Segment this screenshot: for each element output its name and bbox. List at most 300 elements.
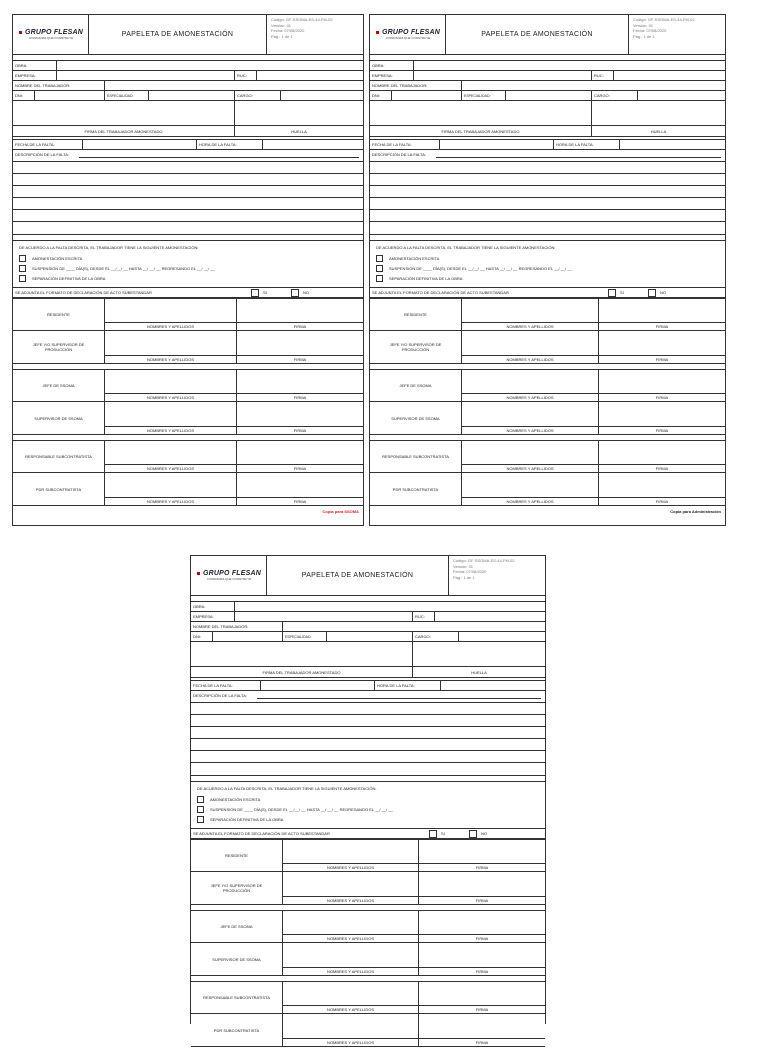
signatory-name-field[interactable] (283, 840, 419, 871)
signatory-name-caption: NOMBRES Y APELLIDOS (105, 393, 236, 401)
dni-field[interactable] (213, 632, 283, 641)
description-line[interactable] (370, 210, 725, 222)
signatory-role: JEFE DE SSOMA (191, 911, 283, 942)
fingerprint-caption: HUELLA (291, 128, 307, 134)
worker-info-section (191, 601, 545, 678)
company-logo (13, 15, 89, 54)
signatory-role: SUPERVISOR DE SSOMA (370, 402, 462, 434)
signatory-signature-field[interactable] (419, 840, 545, 871)
dni-field[interactable] (392, 91, 462, 100)
signatory-signature-caption: FIRMA (419, 934, 545, 942)
brand-tagline: CONFIANZA QUE CONSTRUYE (207, 577, 252, 581)
form-copy-third (190, 555, 546, 1045)
description-line[interactable] (191, 727, 545, 739)
obra-row (191, 602, 545, 612)
checkbox[interactable] (608, 289, 616, 297)
worker-name-field[interactable] (462, 81, 725, 90)
dni-label: DNI: (13, 91, 35, 100)
signatory-name-field[interactable] (283, 911, 419, 942)
signatory-signature-field[interactable] (419, 1014, 545, 1046)
signatory-name-caption: NOMBRES Y APELLIDOS (462, 464, 598, 472)
signatory-role: PDR SUBCONTRATISTA (370, 473, 462, 505)
worker-signature-caption-row (191, 667, 545, 677)
incident-section (370, 139, 725, 235)
incident-date-field[interactable] (261, 681, 375, 690)
incident-section (13, 139, 363, 235)
worker-name-field[interactable] (105, 81, 363, 90)
empresa-label: EMPRESA: (13, 71, 57, 80)
brand-name: GRUPO FLESAN (376, 29, 445, 36)
checkbox[interactable] (19, 265, 26, 272)
signatory-name-field[interactable] (462, 299, 599, 330)
signatory-signature-field[interactable] (599, 402, 725, 434)
signatory-signature-caption: FIRMA (599, 497, 725, 505)
meta-code: Código: GF-SSOMA-ES-44-FM-02 (271, 17, 333, 22)
sanction-option-written[interactable] (376, 253, 719, 263)
signatory-signature-caption: FIRMA (599, 464, 725, 472)
incident-datetime-row (370, 140, 725, 150)
signatory-signature-caption: FIRMA (599, 322, 725, 330)
signature-row (370, 441, 725, 473)
signatory-signature-field[interactable] (237, 441, 363, 472)
signatory-name-caption: NOMBRES Y APELLIDOS (105, 355, 236, 363)
signatory-signature-caption: FIRMA (599, 426, 725, 434)
signatory-name-field[interactable] (283, 943, 419, 975)
checkbox[interactable] (376, 265, 383, 272)
form-copy-ssoma (12, 14, 364, 526)
description-line[interactable] (191, 739, 545, 751)
signature-group (13, 298, 363, 364)
signatory-name-caption: NOMBRES Y APELLIDOS (105, 426, 236, 434)
especialidad-label: ESPECIALIDAD: (462, 91, 506, 100)
especialidad-label: ESPECIALIDAD: (283, 632, 327, 641)
signatory-role: SUPERVISOR DE SSOMA (191, 943, 283, 975)
worker-signature-caption-row (370, 126, 725, 136)
meta-page: Pág.: 1 de 1 (271, 33, 293, 39)
incident-date-label: FECHA DE LA FALTA: (191, 681, 261, 690)
ruc-field[interactable] (614, 71, 725, 80)
incident-description-label: DESCRIPCIÓN DE LA FALTA: (193, 693, 248, 698)
worker-signature-caption-row (13, 126, 363, 136)
signature-row (370, 473, 725, 505)
signatory-signature-field[interactable] (237, 299, 363, 330)
especialidad-field[interactable] (149, 91, 235, 100)
signatory-name-field[interactable] (105, 299, 237, 330)
form-title: PAPELETA DE AMONESTACIÓN (89, 15, 267, 54)
sanction-option-label: AMONESTACIÓN ESCRITA (389, 255, 440, 261)
signatory-signature-field[interactable] (419, 872, 545, 904)
signatory-name-caption: NOMBRES Y APELLIDOS (462, 497, 598, 505)
sanction-intro: DE ACUERDO A LA FALTA DESCRITA, EL TRABAJADOR TIENE LA SIGUIENTE AMONESTACIÓN: (19, 245, 199, 250)
signatory-signature-field[interactable] (419, 943, 545, 975)
signatory-name-field[interactable] (462, 331, 599, 363)
checkbox[interactable] (197, 806, 204, 813)
fingerprint-field[interactable] (413, 642, 545, 666)
signatory-role: RESIDENTE (13, 299, 105, 330)
signature-row (370, 370, 725, 402)
signatory-name-field[interactable] (283, 1014, 419, 1046)
cargo-label: CARGO: (235, 91, 281, 100)
signatory-name-caption: NOMBRES Y APELLIDOS (283, 1038, 418, 1046)
worker-signature-field[interactable] (191, 642, 413, 666)
worker-signature-area (191, 642, 545, 667)
dni-row (370, 91, 725, 101)
signatory-signature-caption: FIRMA (419, 863, 545, 871)
dni-field[interactable] (35, 91, 105, 100)
meta-version: Versión: 01 (633, 22, 654, 28)
signatory-name-caption: NOMBRES Y APELLIDOS (283, 896, 418, 904)
signatory-signature-field[interactable] (599, 331, 725, 363)
attachment-no[interactable] (291, 289, 331, 297)
incident-datetime-row (13, 140, 363, 150)
checkbox[interactable] (376, 275, 383, 282)
description-line[interactable] (13, 174, 363, 186)
worker-signature-field[interactable] (13, 101, 235, 125)
obra-field[interactable] (57, 61, 363, 70)
signature-row (191, 872, 545, 904)
incident-time-label: HORA DE LA FALTA: (554, 140, 620, 149)
description-line[interactable] (13, 186, 363, 198)
meta-date: Fecha: 07/08/2020 (453, 569, 487, 575)
obra-label: OBRA: (191, 602, 235, 611)
sanction-option-label: SEPARACIÓN DEFINITIVA DE LA OBRA (389, 275, 463, 281)
incident-description-label: DESCRIPCIÓN DE LA FALTA: (15, 152, 70, 157)
yes-label: SI (620, 290, 624, 295)
empresa-field[interactable] (414, 71, 592, 80)
checkbox[interactable] (197, 796, 204, 803)
incident-time-field[interactable] (620, 140, 725, 149)
signature-row (370, 402, 725, 434)
attachment-yes[interactable] (251, 289, 291, 297)
signatory-role: JEFE DE SSOMA (370, 370, 462, 401)
especialidad-label: ESPECIALIDAD: (105, 91, 149, 100)
fingerprint-caption: HUELLA (650, 128, 667, 134)
signatory-name-field[interactable] (462, 441, 599, 472)
signature-row (191, 840, 545, 872)
no-label: NO (481, 831, 487, 836)
incident-description-row (191, 691, 545, 703)
sanction-options (13, 241, 363, 287)
sanction-option-written[interactable] (19, 253, 357, 263)
signatory-signature-field[interactable] (599, 299, 725, 330)
signature-row (191, 911, 545, 943)
signature-group (191, 839, 545, 905)
signatory-signature-caption: FIRMA (599, 355, 725, 363)
sanction-option-suspension[interactable] (197, 804, 539, 814)
signatory-signature-field[interactable] (237, 370, 363, 401)
checkbox[interactable] (197, 816, 204, 823)
incident-time-field[interactable] (441, 681, 545, 690)
worker-signature-area (370, 101, 725, 126)
company-logo (191, 556, 267, 595)
worker-name-label: NOMBRE DEL TRABAJADOR: (13, 81, 105, 90)
incident-time-label: HORA DE LA FALTA: (197, 140, 263, 149)
worker-signature-field[interactable] (370, 101, 592, 125)
worker-name-field[interactable] (283, 622, 545, 631)
description-line[interactable] (13, 222, 363, 234)
worker-signature-caption: FIRMA DEL TRABAJADOR AMONESTADO (370, 126, 592, 136)
signatory-name-field[interactable] (105, 331, 237, 363)
signatory-name-field[interactable] (105, 370, 237, 401)
sanction-option-dismissal[interactable] (19, 273, 357, 283)
signatory-name-field[interactable] (105, 441, 237, 472)
incident-description-field[interactable] (436, 150, 721, 158)
checkbox[interactable] (376, 255, 383, 262)
signature-row (370, 299, 725, 331)
brand-name: GRUPO FLESAN (197, 570, 266, 577)
worker-signature-area (13, 101, 363, 126)
dni-row (191, 632, 545, 642)
obra-label: OBRA: (370, 61, 414, 70)
signatory-signature-field[interactable] (237, 402, 363, 434)
obra-label: OBRA: (13, 61, 57, 70)
signatory-signature-caption: FIRMA (237, 322, 363, 330)
sanction-section (191, 781, 545, 839)
dni-label: DNI: (191, 632, 213, 641)
incident-description-field[interactable] (257, 691, 541, 699)
description-line[interactable] (191, 763, 545, 775)
signature-group (370, 369, 725, 435)
description-line[interactable] (13, 162, 363, 174)
signatory-signature-caption: FIRMA (237, 426, 363, 434)
signatory-signature-caption: FIRMA (419, 1005, 545, 1013)
empresa-label: EMPRESA: (191, 612, 235, 621)
obra-field[interactable] (235, 602, 545, 611)
form-meta (449, 556, 545, 595)
description-line[interactable] (191, 715, 545, 727)
checkbox[interactable] (469, 830, 477, 838)
signature-row (13, 441, 363, 473)
signatory-role: JEFE DE SSOMA (13, 370, 105, 401)
copy-label: Copia para SSOMA (322, 509, 359, 514)
sanction-option-label: AMONESTACIÓN ESCRITA (210, 796, 261, 802)
meta-code: Código: GF-SSOMA-ES-44-FM-02 (453, 558, 515, 563)
sanction-option-dismissal[interactable] (197, 814, 539, 824)
incident-description-field[interactable] (79, 150, 359, 158)
incident-description-lines (13, 162, 363, 234)
form-title: PAPELETA DE AMONESTACIÓN (446, 15, 629, 54)
obra-row (370, 61, 725, 71)
description-line[interactable] (370, 162, 725, 174)
obra-field[interactable] (414, 61, 725, 70)
meta-page: Pág.: 1 de 1 (633, 33, 655, 39)
sanction-option-label: SUSPENSIÓN DE ____ DÍA(S), DESDE EL __/__/ __ HASTA __/ __/ __ REGRESANDO EL __/ __/ __ (210, 806, 393, 812)
checkbox[interactable] (251, 289, 259, 297)
form-header (13, 15, 363, 55)
signatory-signature-field[interactable] (599, 441, 725, 472)
signatory-name-caption: NOMBRES Y APELLIDOS (283, 1005, 418, 1013)
form-meta (629, 15, 725, 54)
sanction-option-label: SUSPENSIÓN DE ____ DÍA(S), DESDE EL __/__/ __ HASTA __/ __/ __ REGRESANDO EL __/ __/ __ (32, 265, 215, 271)
especialidad-field[interactable] (327, 632, 413, 641)
attachment-no[interactable] (648, 289, 688, 297)
worker-name-row (370, 81, 725, 91)
ruc-label: RUC: (592, 71, 614, 80)
form-copy-administracion (369, 14, 726, 526)
no-label: NO (303, 290, 309, 295)
signatory-name-field[interactable] (105, 473, 237, 505)
meta-version: Versión: 01 (271, 22, 292, 28)
incident-description-row (370, 150, 725, 162)
signatory-signature-field[interactable] (237, 473, 363, 505)
attachment-label: SE ADJUNTA EL FORMATO DE DECLARACIÓN DE ACTO SUBESTANDAR (15, 290, 152, 295)
cargo-field[interactable] (459, 632, 545, 641)
empresa-label: EMPRESA: (370, 71, 414, 80)
empresa-row (191, 612, 545, 622)
checkbox[interactable] (291, 289, 299, 297)
signatory-signature-field[interactable] (237, 331, 363, 363)
fingerprint-field[interactable] (235, 101, 363, 125)
worker-name-row (13, 81, 363, 91)
signature-group (13, 369, 363, 435)
signatory-role: JEFE Y/O SUPERVISOR DE PRODUCCIÓN (13, 331, 105, 363)
signatory-signature-caption: FIRMA (237, 464, 363, 472)
signature-group (370, 440, 725, 506)
description-line[interactable] (370, 222, 725, 234)
sanction-options (191, 782, 545, 828)
cargo-label: CARGO: (413, 632, 459, 641)
description-line[interactable] (13, 198, 363, 210)
attachment-yes[interactable] (429, 830, 469, 838)
signatory-name-caption: NOMBRES Y APELLIDOS (105, 322, 236, 330)
empresa-field[interactable] (235, 612, 413, 621)
meta-page: Pág.: 1 de 1 (453, 574, 475, 580)
sanction-option-dismissal[interactable] (376, 273, 719, 283)
checkbox[interactable] (648, 289, 656, 297)
attachment-row (191, 828, 545, 838)
empresa-field[interactable] (57, 71, 235, 80)
ruc-field[interactable] (435, 612, 545, 621)
signatory-name-field[interactable] (105, 402, 237, 434)
empresa-row (370, 71, 725, 81)
checkbox[interactable] (19, 255, 26, 262)
signatory-name-caption: NOMBRES Y APELLIDOS (283, 934, 418, 942)
signatory-role: RESPONSABLE SUBCONTRATISTA (191, 982, 283, 1013)
signatory-role: RESPONSABLE SUBCONTRATISTA (13, 441, 105, 472)
description-line[interactable] (370, 186, 725, 198)
sanction-option-label: SEPARACIÓN DEFINITIVA DE LA OBRA (210, 816, 284, 822)
form-meta (267, 15, 363, 54)
brand-tagline: CONFIANZA QUE CONSTRUYE (29, 36, 74, 40)
sanction-option-label: AMONESTACIÓN ESCRITA (32, 255, 83, 261)
signature-row (13, 402, 363, 434)
incident-description-row (13, 150, 363, 162)
signatory-name-field[interactable] (462, 402, 599, 434)
especialidad-field[interactable] (506, 91, 592, 100)
signature-group (191, 981, 545, 1047)
checkbox[interactable] (19, 275, 26, 282)
signature-row (191, 943, 545, 975)
incident-description-lines (370, 162, 725, 234)
signature-row (191, 982, 545, 1014)
cargo-label: CARGO: (592, 91, 638, 100)
signatory-role: RESIDENTE (191, 840, 283, 871)
sanction-option-label: SUSPENSIÓN DE ____ DÍA(S), DESDE EL __/__/ __ HASTA __/ __/ __ REGRESANDO EL __/ __/ __ (389, 265, 572, 271)
signatory-signature-caption: FIRMA (419, 896, 545, 904)
meta-date: Fecha: 07/08/2020 (633, 28, 667, 34)
company-logo (370, 15, 446, 54)
sanction-option-written[interactable] (197, 794, 539, 804)
ruc-field[interactable] (257, 71, 363, 80)
signatory-name-caption: NOMBRES Y APELLIDOS (462, 426, 598, 434)
signatory-signature-caption: FIRMA (237, 393, 363, 401)
brand-tagline: CONFIANZA QUE CONSTRUYE (386, 36, 431, 40)
attachment-label: SE ADJUNTA EL FORMATO DE DECLARACIÓN DE ACTO SUBESTANDAR (372, 290, 509, 295)
checkbox[interactable] (429, 830, 437, 838)
attachment-no[interactable] (469, 830, 509, 838)
signatory-name-field[interactable] (283, 982, 419, 1013)
yes-label: SI (441, 831, 445, 836)
signatory-signature-field[interactable] (419, 982, 545, 1013)
signature-row (13, 331, 363, 363)
description-line[interactable] (370, 198, 725, 210)
description-line[interactable] (370, 174, 725, 186)
signature-row (13, 473, 363, 505)
description-line[interactable] (191, 703, 545, 715)
signature-groups (191, 839, 545, 1047)
sanction-section (370, 240, 725, 298)
signatory-signature-caption: FIRMA (237, 497, 363, 505)
description-line[interactable] (191, 751, 545, 763)
worker-signature-caption: FIRMA DEL TRABAJADOR AMONESTADO (13, 126, 235, 136)
signature-group (13, 440, 363, 506)
cargo-field[interactable] (638, 91, 725, 100)
signature-group (191, 910, 545, 976)
meta-code: Código: GF-SSOMA-ES-44-FM-02 (633, 17, 695, 22)
incident-date-field[interactable] (83, 140, 197, 149)
ruc-label: RUC: (413, 612, 435, 621)
signatory-signature-field[interactable] (599, 473, 725, 505)
signatory-role: RESIDENTE (370, 299, 462, 330)
attachment-row (370, 287, 725, 297)
signatory-name-field[interactable] (462, 473, 599, 505)
incident-section (191, 680, 545, 776)
attachment-label: SE ADJUNTA EL FORMATO DE DECLARACIÓN DE ACTO SUBESTANDAR (193, 831, 330, 836)
incident-date-label: FECHA DE LA FALTA: (370, 140, 440, 149)
incident-date-label: FECHA DE LA FALTA: (13, 140, 83, 149)
signatory-signature-field[interactable] (419, 911, 545, 942)
signatory-name-field[interactable] (462, 370, 599, 401)
cargo-field[interactable] (281, 91, 363, 100)
signatory-signature-field[interactable] (599, 370, 725, 401)
fingerprint-field[interactable] (592, 101, 725, 125)
worker-name-row (191, 622, 545, 632)
description-line[interactable] (13, 210, 363, 222)
form-title: PAPELETA DE AMONESTACIÓN (267, 556, 449, 595)
signature-groups (13, 298, 363, 506)
sanction-intro: DE ACUERDO A LA FALTA DESCRITA, EL TRABAJADOR TIENE LA SIGUIENTE AMONESTACIÓN: (197, 786, 377, 791)
worker-name-label: NOMBRE DEL TRABAJADOR: (370, 81, 462, 90)
signatory-role: PDR SUBCONTRATISTA (13, 473, 105, 505)
sanction-option-suspension[interactable] (19, 263, 357, 273)
sanction-options (370, 241, 725, 287)
signature-group (370, 298, 725, 364)
incident-date-field[interactable] (440, 140, 554, 149)
worker-info-section (370, 60, 725, 137)
copy-label: Copia para Administración (670, 509, 721, 514)
yes-label: SI (263, 290, 267, 295)
signatory-name-caption: NOMBRES Y APELLIDOS (105, 497, 236, 505)
signatory-name-field[interactable] (283, 872, 419, 904)
signatory-signature-caption: FIRMA (237, 355, 363, 363)
incident-time-field[interactable] (263, 140, 363, 149)
sanction-intro: DE ACUERDO A LA FALTA DESCRITA, EL TRABAJADOR TIENE LA SIGUIENTE AMONESTACIÓN: (376, 245, 556, 250)
signatory-signature-caption: FIRMA (419, 1038, 545, 1046)
signatory-name-caption: NOMBRES Y APELLIDOS (283, 967, 418, 975)
attachment-yes[interactable] (608, 289, 648, 297)
worker-signature-caption: FIRMA DEL TRABAJADOR AMONESTADO (191, 667, 413, 677)
sanction-option-suspension[interactable] (376, 263, 719, 273)
